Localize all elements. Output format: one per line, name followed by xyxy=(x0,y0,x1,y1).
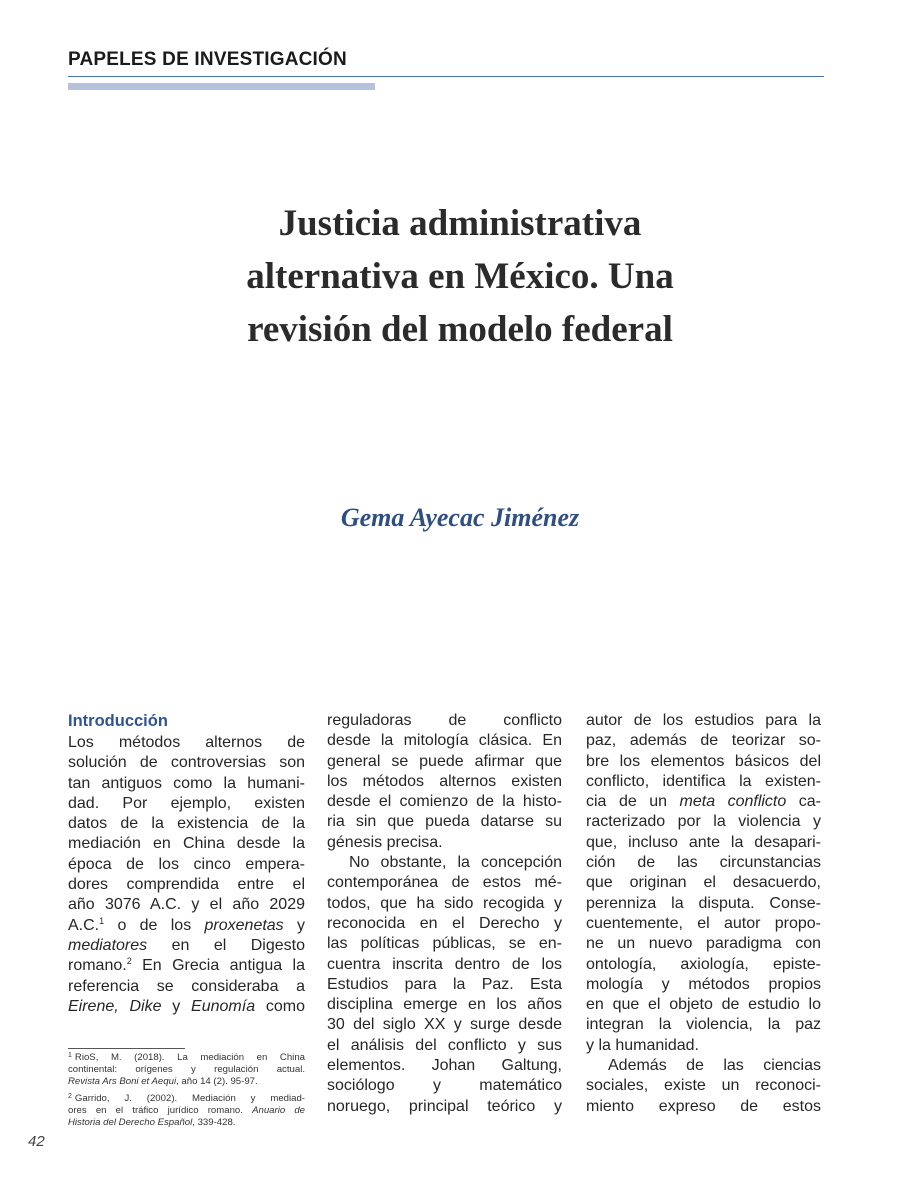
text-line: año 3076 A.C. y el año 2029 xyxy=(68,896,305,914)
body-column-2 xyxy=(327,711,562,1117)
text-line: miento expreso de estos xyxy=(586,1097,821,1115)
article-author: Gema Ayecac Jiménez xyxy=(340,503,580,532)
text-line: Además de las ciencias xyxy=(608,1057,821,1075)
text-line: en que el objeto de estudio lo xyxy=(586,996,821,1014)
text-line: todos, que ha sido recogida y xyxy=(327,894,562,912)
text-line: general se puede afirmar que xyxy=(327,752,562,770)
footnote-ref: 1 xyxy=(99,915,105,926)
text-line: Eirene, Dike y Eunomía como xyxy=(68,997,305,1015)
text-line: Estudios para la Paz. Esta xyxy=(327,975,562,993)
text-line: romano.$^2$ En Grecia antigua la xyxy=(68,956,305,975)
footnote-line: continental: orígenes y regulación actual. xyxy=(68,1063,305,1075)
text-line: racterizado por la violencia y xyxy=(586,813,821,831)
footnote-ref: 2 xyxy=(126,956,132,967)
text-line: bre los elementos básicos del xyxy=(586,752,821,770)
section-heading: Introducción xyxy=(68,712,168,730)
footnote-number: 1 xyxy=(68,1052,72,1059)
article-title xyxy=(150,197,770,356)
text-line: Los métodos alternos de xyxy=(68,734,305,751)
footnotes xyxy=(68,1052,305,1129)
body-column-3 xyxy=(586,711,821,1117)
title-line: alternativa en México. Una xyxy=(246,256,674,297)
text-line: dores comprendida entre el xyxy=(68,876,305,894)
text-line: disciplina emerge en los años xyxy=(327,996,562,1014)
footnote-line: Historia del Derecho Español, 339-428. xyxy=(68,1116,236,1128)
page-number: 42 xyxy=(28,1133,45,1150)
text-line: ne un nuevo paradigma con xyxy=(586,935,821,953)
text-line: que originan el desacuerdo, xyxy=(586,874,821,892)
text-line: solución de controversias son xyxy=(68,754,305,772)
text-line: mediatores en el Digesto xyxy=(68,936,305,954)
text-line: génesis precisa. xyxy=(327,833,443,851)
footnote-rule xyxy=(68,1048,185,1049)
title-line: Justicia administrativa xyxy=(278,203,642,244)
text-line: sociales, existe un reconoci- xyxy=(586,1077,821,1095)
text-line: cuentemente, el autor propo- xyxy=(586,914,821,932)
text-line: 30 del siglo XX y surge desde xyxy=(327,1016,562,1034)
footnote-number: 2 xyxy=(68,1093,72,1101)
text-line: referencia se consideraba a xyxy=(68,977,305,995)
text-line: el análisis del conflicto y sus xyxy=(327,1036,562,1054)
text-line: sociólogo y matemático xyxy=(327,1077,562,1095)
text-line: noruego, principal teórico y xyxy=(327,1097,562,1115)
text-line: conflicto, identifica la existen- xyxy=(586,772,821,790)
text-line: autor de los estudios para la xyxy=(586,712,821,729)
text-line: dad. Por ejemplo, existen xyxy=(68,794,305,812)
text-line: las políticas públicas, se en- xyxy=(327,935,562,953)
text-line: mediación en China desde la xyxy=(68,835,305,853)
text-line: ria sin que pueda datarse su xyxy=(327,813,562,831)
body-column-1 xyxy=(68,711,305,1017)
text-line: paz, además de teorizar so- xyxy=(586,732,821,750)
footnote-line: Revista Ars Boni et Aequi, año 14 (2). 95-97. xyxy=(68,1075,258,1087)
text-line: desde el comienzo de la histo- xyxy=(327,793,562,811)
text-line: A.C.$^1$ o de los proxenetas y xyxy=(68,915,305,934)
text-line: contemporánea de estos mé- xyxy=(327,874,562,892)
title-line: revisión del modelo federal xyxy=(247,309,673,350)
text-line: integran la violencia, la paz xyxy=(586,1016,821,1034)
text-line: No obstante, la concepción xyxy=(349,854,562,872)
text-line: desde la mitología clásica. En xyxy=(327,732,562,750)
text-line: tan antiguos como la humani- xyxy=(68,774,305,792)
footnote-line: $^1$ RioS, M. (2018). La mediación en China xyxy=(68,1052,305,1063)
header-rule xyxy=(68,76,824,77)
text-line: reguladoras de conflicto xyxy=(327,712,562,729)
footnote-line: ores en el tráfico jurídico romano. Anuario de xyxy=(68,1105,306,1117)
text-line: datos de la existencia de la xyxy=(68,815,305,833)
text-line: perenniza la disputa. Conse- xyxy=(586,894,821,912)
text-line: mología y métodos propios xyxy=(586,975,821,993)
header-accent-bar xyxy=(68,83,375,90)
text-line: época de los cinco empera- xyxy=(68,855,305,873)
text-line: y la humanidad. xyxy=(586,1036,699,1054)
text-line: ontología, axiología, episte- xyxy=(586,955,821,973)
text-line: cia de un meta conflicto ca- xyxy=(586,793,821,811)
text-line: reconocida en el Derecho y xyxy=(327,914,562,932)
text-line: los métodos alternos existen xyxy=(327,772,562,790)
text-line: ción de las circunstancias xyxy=(586,854,821,872)
text-line: elementos. Johan Galtung, xyxy=(327,1057,562,1075)
text-line: cuentra inscrita dentro de los xyxy=(327,955,562,973)
text-line: que, incluso ante la desapari- xyxy=(586,833,821,851)
section-label: PAPELES DE INVESTIGACIÓN xyxy=(68,49,347,70)
footnote-line: $^2$ Garrido, J. (2002). Mediación y mediad- xyxy=(68,1093,305,1105)
